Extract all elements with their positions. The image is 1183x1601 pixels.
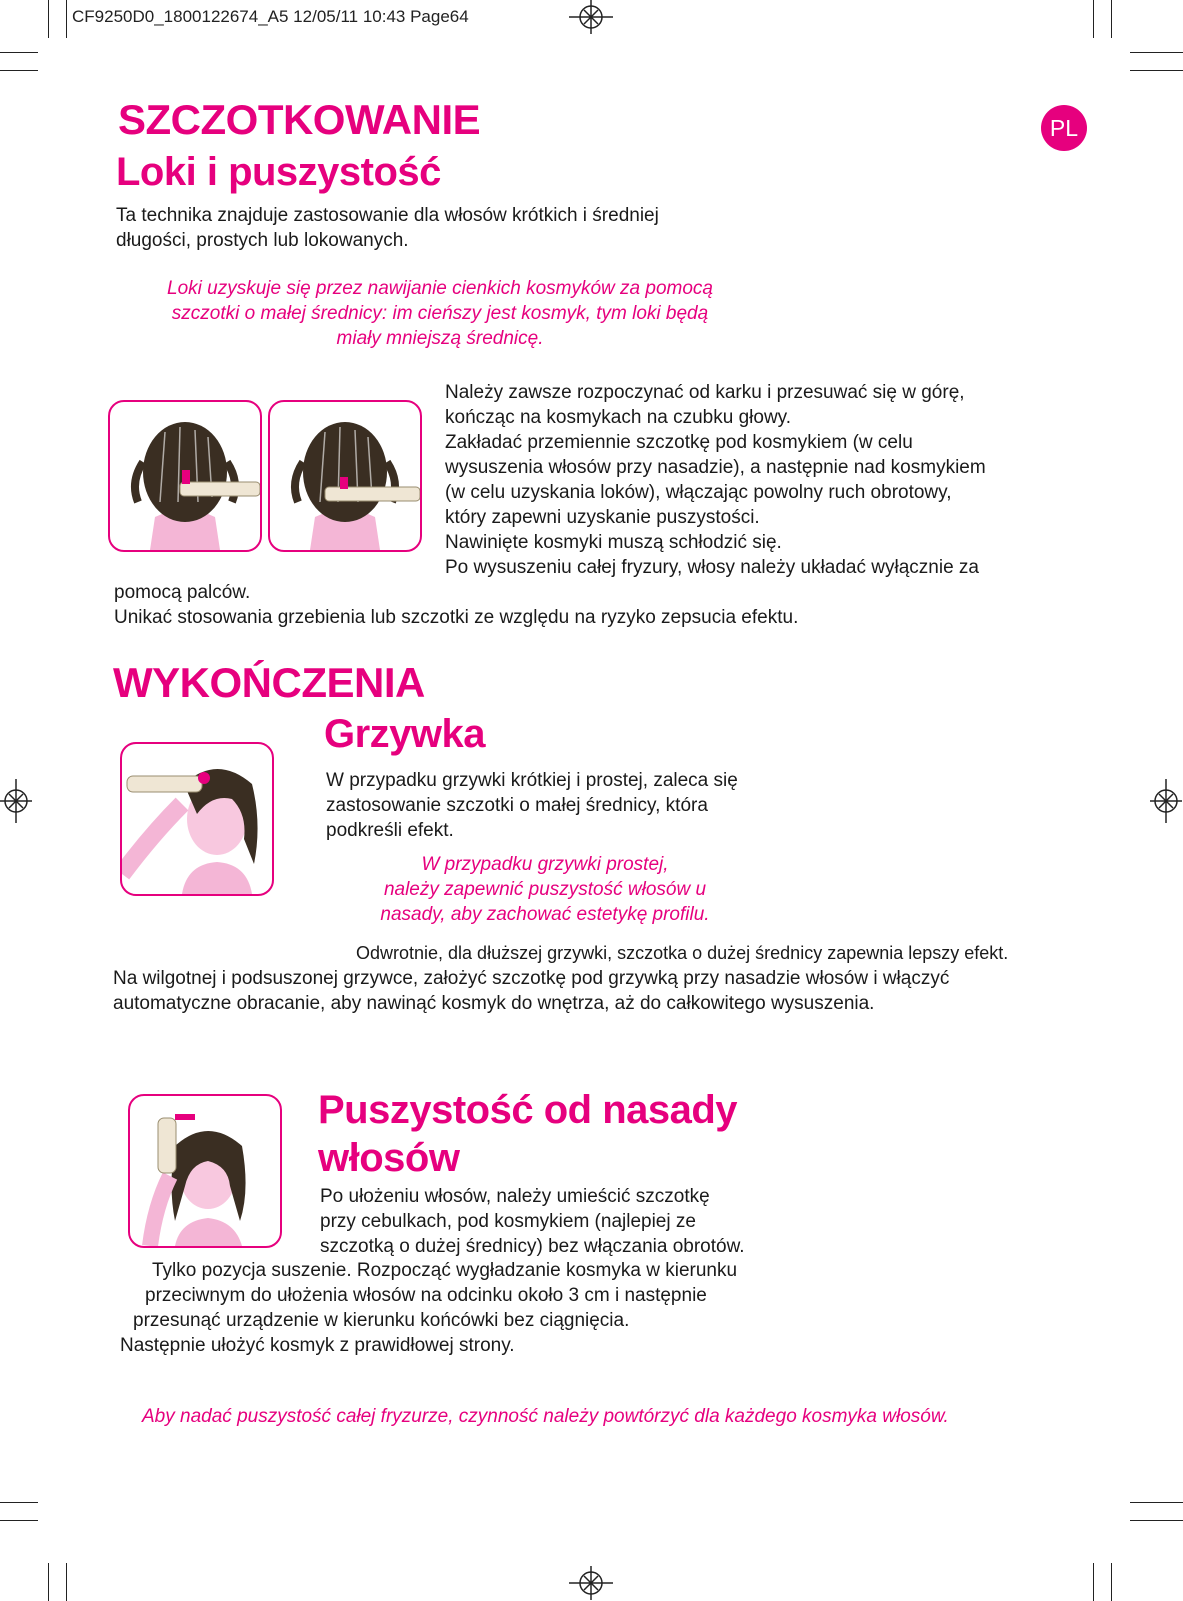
section-subtitle-fringe: Grzywka	[324, 712, 486, 756]
text-line: który zapewni uzyskanie puszystości.	[445, 507, 760, 528]
text-line: Należy zawsze rozpoczynać od karku i przesuwać się w górę,	[445, 382, 965, 403]
text-line: szczotką o dużej średnicy) bez włączania obrotów.	[320, 1236, 745, 1257]
curls-note	[110, 276, 770, 351]
fringe-note	[340, 852, 750, 927]
text-line: Po ułożeniu włosów, należy umieścić szczotkę	[320, 1186, 710, 1207]
section-title-brushing: SZCZOTKOWANIE	[118, 96, 481, 143]
text-line: przesunąć urządzenie w kierunku końcówki bez ciągnięcia.	[133, 1310, 630, 1331]
text-line: podkreśli efekt.	[326, 820, 454, 841]
text-line: Loki uzyskuje się przez nawijanie cienkich kosmyków za pomocą	[167, 278, 713, 299]
text-line: nasady, aby zachować estetykę profilu.	[380, 904, 710, 925]
illustration-nape-brush-under	[108, 400, 262, 552]
registration-target-left-icon	[0, 779, 32, 823]
text-line: miały mniejszą średnicę.	[336, 328, 544, 349]
section-title-finishing: WYKOŃCZENIA	[113, 659, 425, 706]
text-line: Ta technika znajduje zastosowanie dla włosów krótkich i średniej	[116, 205, 659, 226]
text-line: przeciwnym do ułożenia włosów na odcinku około 3 cm i następnie	[145, 1285, 707, 1306]
registration-target-top-icon	[569, 0, 613, 34]
fringe-tail-paragraph	[113, 966, 949, 1016]
title-line: włosów	[318, 1136, 460, 1180]
text-line: przy cebulkach, pod kosmykiem (najlepiej ze	[320, 1211, 696, 1232]
text-line: Zakładać przemiennie szczotkę pod kosmykiem (w celu	[445, 432, 913, 453]
fringe-tail-first-line: Odwrotnie, dla dłuższej grzywki, szczotka o dużej średnicy zapewnia lepszy efekt.	[356, 943, 1009, 963]
brushing-instructions	[445, 380, 986, 580]
intro-paragraph	[116, 203, 659, 253]
text-line: W przypadku grzywki krótkiej i prostej, zaleca się	[326, 770, 738, 791]
root-volume-note: Aby nadać puszystość całej fryzurze, czynność należy powtórzyć dla każdego kosmyka włosów.	[142, 1406, 949, 1427]
illustration-fringe	[120, 742, 274, 896]
print-header: CF9250D0_1800122674_A5 12/05/11 10:43 Page64	[72, 7, 469, 26]
text-line: wysuszenia włosów przy nasadzie), a następnie nad kosmykiem	[445, 457, 986, 478]
text-line: Po wysuszeniu całej fryzury, włosy należy układać wyłącznie za	[445, 557, 979, 578]
text-line: Nawinięte kosmyki muszą schłodzić się.	[445, 532, 782, 553]
illustration-root-volume	[128, 1094, 282, 1248]
text-line: Na wilgotnej i podsuszonej grzywce, założyć szczotkę pod grzywką przy nasadzie włosów i włączyć	[113, 968, 950, 989]
registration-target-bottom-icon	[569, 1566, 613, 1600]
title-line: Puszystość od nasady	[318, 1088, 738, 1132]
illustration-nape-brush-over	[268, 400, 422, 552]
language-badge: PL	[1041, 105, 1087, 151]
text-line: Tylko pozycja suszenie. Rozpocząć wygładzanie kosmyka w kierunku	[152, 1260, 738, 1281]
text-line: W przypadku grzywki prostej,	[421, 854, 669, 875]
text-line: (w celu uzyskania loków), włączając powolny ruch obrotowy,	[445, 482, 952, 503]
text-line: Następnie ułożyć kosmyk z prawidłowej strony.	[120, 1335, 515, 1356]
registration-target-right-icon	[1150, 779, 1182, 823]
text-line: pomocą palców.	[114, 582, 251, 603]
section-subtitle-curls: Loki i puszystość	[116, 150, 441, 194]
text-line: zastosowanie szczotki o małej średnicy, która	[326, 795, 708, 816]
text-line: Unikać stosowania grzebienia lub szczotki ze względu na ryzyko zepsucia efektu.	[114, 607, 799, 628]
text-line: szczotki o małej średnicy: im cieńszy jest kosmyk, tym loki będą	[171, 303, 709, 324]
text-line: automatyczne obracanie, aby nawinąć kosmyk do wnętrza, aż do całkowitego wysuszenia.	[113, 993, 875, 1014]
fringe-instructions	[326, 768, 738, 843]
text-line: długości, prostych lub lokowanych.	[116, 230, 409, 251]
text-line: należy zapewnić puszystość włosów u	[383, 879, 707, 900]
brushing-instructions-tail	[114, 580, 798, 630]
section-subtitle-root-volume	[318, 1086, 737, 1182]
root-volume-instructions	[320, 1184, 745, 1259]
text-line: kończąc na kosmykach na czubku głowy.	[445, 407, 792, 428]
